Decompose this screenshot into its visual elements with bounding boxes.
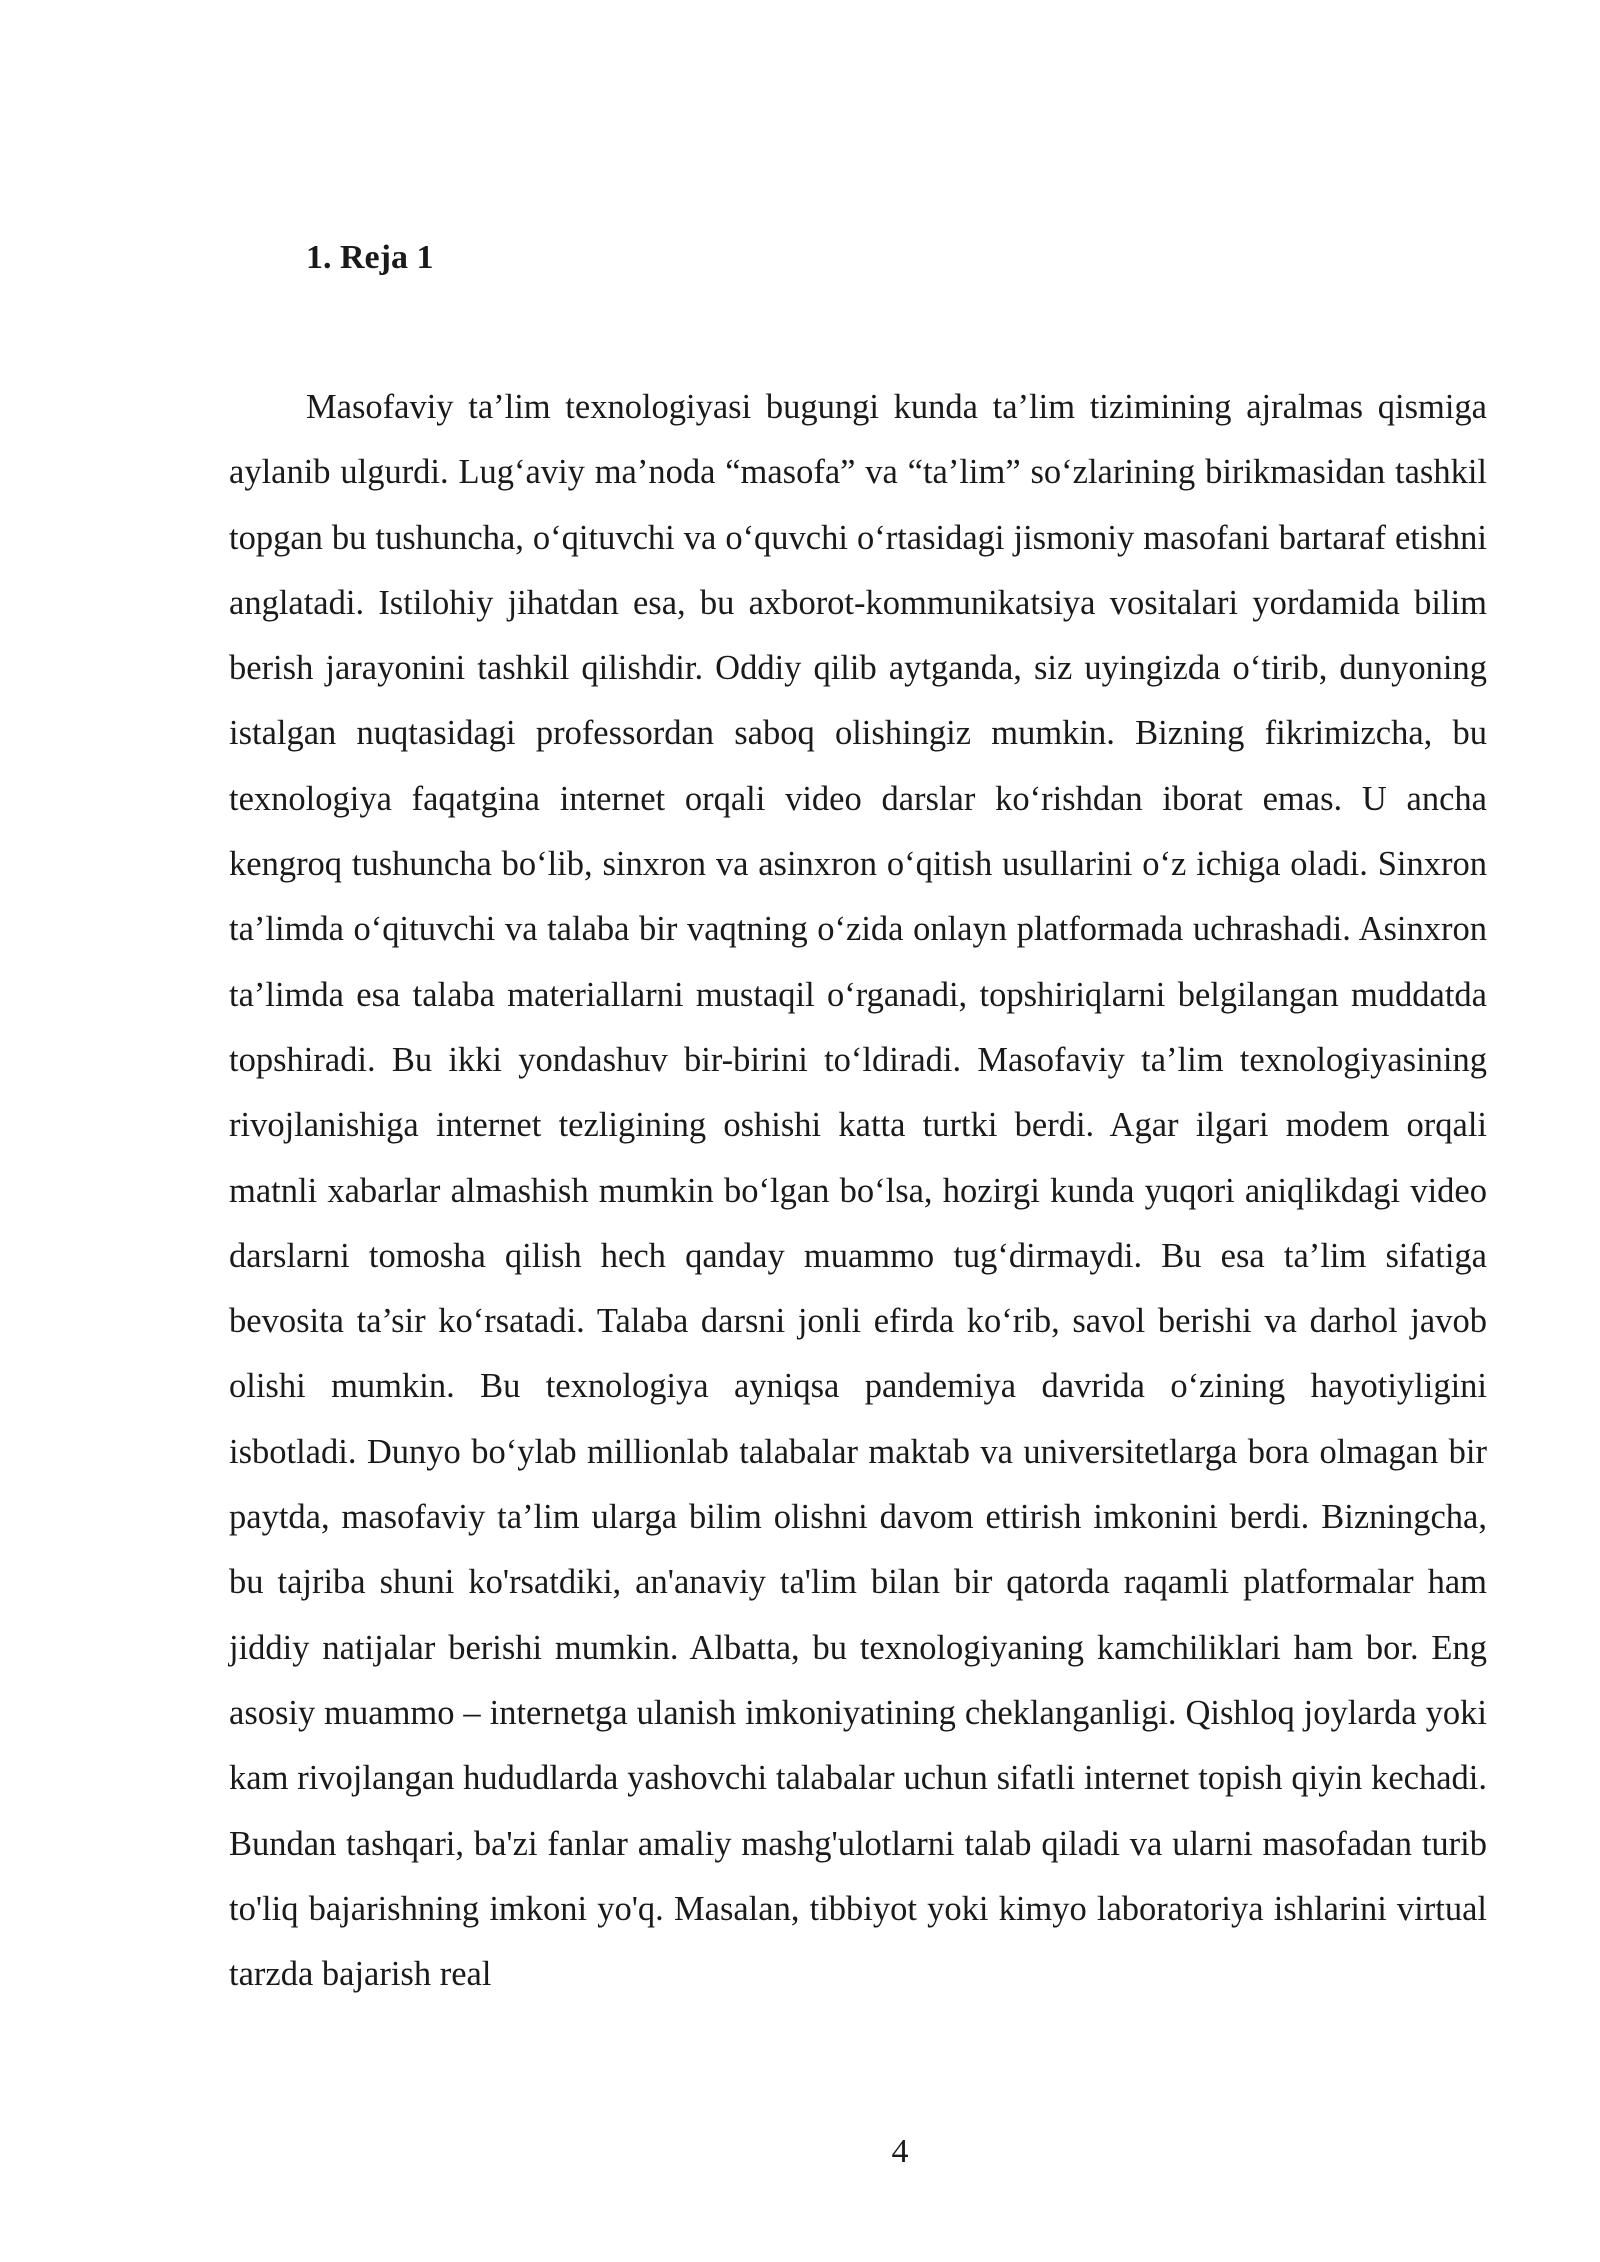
section-heading: 1. Reja 1: [306, 239, 434, 276]
body-paragraph: Masofaviy ta’lim texnologiyasi bugungi kunda ta’lim tizimining ajralmas qismiga aylanib ulgurdi. Lug‘aviy ma’noda “masofa” va “ta’lim” so‘zlarining birikmasidan tashkil topgan bu tushuncha, o‘qituvchi va o‘quvchi o‘rtasidagi jismoniy masofani bartaraf etishni anglatadi. Istilohiy jihatdan esa, bu axborot-kommunikatsiya vositalari yordamida bilim berish jarayonini tashkil qilishdir. Oddiy qilib aytganda, siz uyingizda o‘tirib, dunyoning istalgan nuqtasidagi professordan saboq olishingiz mumkin. Bizning fikrimizcha, bu texnologiya faqatgina internet orqali video darslar ko‘rishdan iborat emas. U ancha kengroq tushuncha bo‘lib, sinxron va asinxron o‘qitish usullarini o‘z ichiga oladi. Sinxron ta’limda o‘qituvchi va talaba bir vaqtning o‘zida onlayn platformada uchrashadi. Asinxron ta’limda esa talaba materiallarni mustaqil o‘rganadi, topshiriqlarni belgilangan muddatda topshiradi. Bu ikki yondashuv bir-birini to‘ldiradi. Masofaviy ta’lim texnologiyasining rivojlanishiga internet tezligining oshishi katta turtki berdi. Agar ilgari modem orqali matnli xabarlar almashish mumkin bo‘lgan bo‘lsa, hozirgi kunda yuqori aniqlikdagi video darslarni tomosha qilish hech qanday muammo tug‘dirmaydi. Bu esa ta’lim sifatiga bevosita ta’sir ko‘rsatadi. Talaba darsni jonli efirda ko‘rib, savol berishi va darhol javob olishi mumkin. Bu texnologiya ayniqsa pandemiya davrida o‘zining hayotiyligini isbotladi. Dunyo bo‘ylab millionlab talabalar maktab va universitetlarga bora olmagan bir paytda, masofaviy ta’lim ularga bilim olishni davom ettirish imkonini berdi. Bizningcha, bu tajriba shuni ko'rsatdiki, an'anaviy ta'lim bilan bir qatorda raqamli platformalar ham jiddiy natijalar berishi mumkin. Albatta, bu texnologiyaning kamchiliklari ham bor. Eng asosiy muammo – internetga ulanish imkoniyatining cheklanganligi. Qishloq joylarda yoki kam rivojlangan hududlarda yashovchi talabalar uchun sifatli internet topish qiyin kechadi. Bundan tashqari, ba'zi fanlar amaliy mashg'ulotlarni talab qiladi va ularni masofadan turib to'liq bajarishning imkoni yo'q. Masalan, tibbiyot yoki kimyo laboratoriya ishlarini virtual tarzda bajarish real: [229, 388, 1487, 1994]
page-number: [0, 2128, 1600, 2176]
page-number-text: 4: [891, 2133, 909, 2170]
